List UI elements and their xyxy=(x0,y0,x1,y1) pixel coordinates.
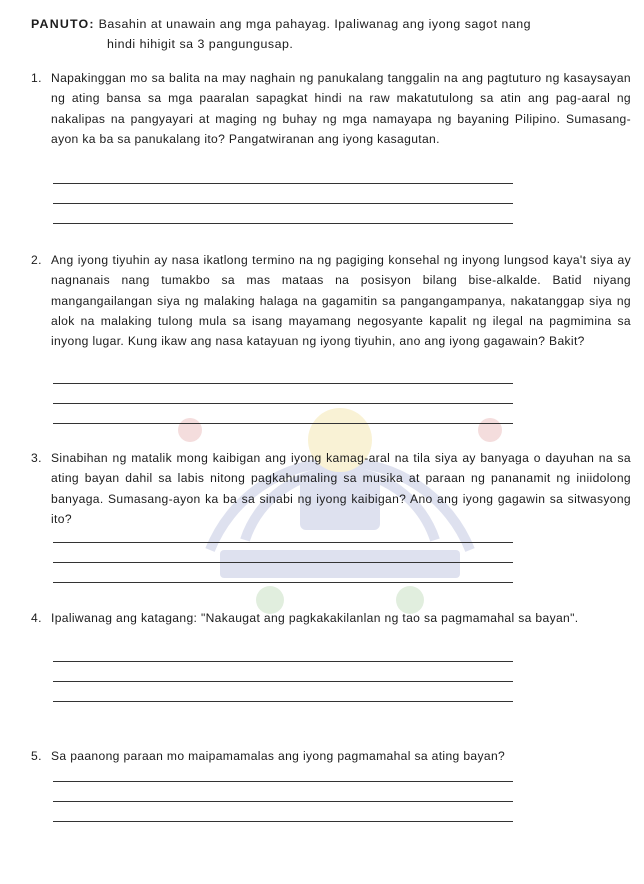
directions-continuation: hindi hihigit sa 3 pangungusap. xyxy=(107,37,294,51)
answer-line[interactable] xyxy=(53,383,513,384)
answer-line[interactable] xyxy=(53,423,513,424)
question-text: Ang iyong tiyuhin ay nasa ikatlong termino na ng pagiging konsehal ng inyong lungsod kaya't siya ay nagnanais nang tumakbo sa mas mataas na posisyon bilang bise-alkalde. Batid niyang mangangailangan siya ng malaking halaga na gagamitin sa pangangampanya, nakatanggap siya ng alok na malaking tulong mula sa isang mayamang negosyante kapalit ng ilegal na pagmimina sa inyong lugar. Kung ikaw ang nasa katayuan ng iyong tiyuhin, ano ang iyong gagawain? Bakit? xyxy=(51,253,631,349)
answer-lines-5 xyxy=(53,781,513,841)
answer-lines-3 xyxy=(53,542,513,602)
question-2 xyxy=(31,250,631,351)
question-number: 1. xyxy=(31,71,42,85)
question-text: Sa paanong paraan mo maipamamalas ang iyong pagmamahal sa ating bayan? xyxy=(51,749,506,763)
question-text: Sinabihan ng matalik mong kaibigan ang iyong kamag-aral na tila siya ay banyaga o dayuhan na sa ating bayan dahil sa labis nitong pagkahumaling sa musika at paraan ng pananamit ng iniidolong banyaga. Sumasang-ayon ka ba sa sinabi ng iyong kaibigan? Ano ang iyong gagawin sa sitwasyong ito? xyxy=(51,451,631,526)
question-number: 2. xyxy=(31,253,42,267)
answer-lines-2 xyxy=(53,383,513,443)
answer-line[interactable] xyxy=(53,223,513,224)
answer-line[interactable] xyxy=(53,701,513,702)
question-text: Napakinggan mo sa balita na may naghain ng panukalang tanggalin na ang pagtuturo ng kasaysayan ng ating bansa sa mga paaralan sapagkat hindi na raw makatutulong sa atin ang pag-aaral ng nakalipas na pangyayari at maging ng buhay ng mga namayapa ng bayaning Pilipino. Sumasang-ayon ka ba sa panukalang ito? Pangatwiranan ang iyong kasagutan. xyxy=(51,71,631,146)
answer-line[interactable] xyxy=(53,542,513,543)
answer-line[interactable] xyxy=(53,801,513,802)
answer-line[interactable] xyxy=(53,781,513,782)
answer-line[interactable] xyxy=(53,582,513,583)
answer-line[interactable] xyxy=(53,403,513,404)
answer-line[interactable] xyxy=(53,661,513,662)
answer-line[interactable] xyxy=(53,183,513,184)
answer-lines-1 xyxy=(53,183,513,243)
question-text: Ipaliwanag ang katagang: "Nakaugat ang pagkakakilanlan ng tao sa pagmamahal sa bayan". xyxy=(51,611,579,625)
answer-line[interactable] xyxy=(53,562,513,563)
question-number: 4. xyxy=(31,611,42,625)
directions-label: PANUTO: xyxy=(31,17,95,31)
answer-lines-4 xyxy=(53,661,513,721)
question-3 xyxy=(31,448,631,529)
question-number: 3. xyxy=(31,451,42,465)
answer-line[interactable] xyxy=(53,821,513,822)
answer-line[interactable] xyxy=(53,203,513,204)
question-1 xyxy=(31,68,631,149)
directions-text: Basahin at unawain ang mga pahayag. Ipaliwanag ang iyong sagot nang xyxy=(98,17,532,31)
question-4 xyxy=(31,608,631,628)
answer-line[interactable] xyxy=(53,681,513,682)
directions xyxy=(31,14,631,54)
question-5 xyxy=(31,746,631,766)
question-number: 5. xyxy=(31,749,42,763)
